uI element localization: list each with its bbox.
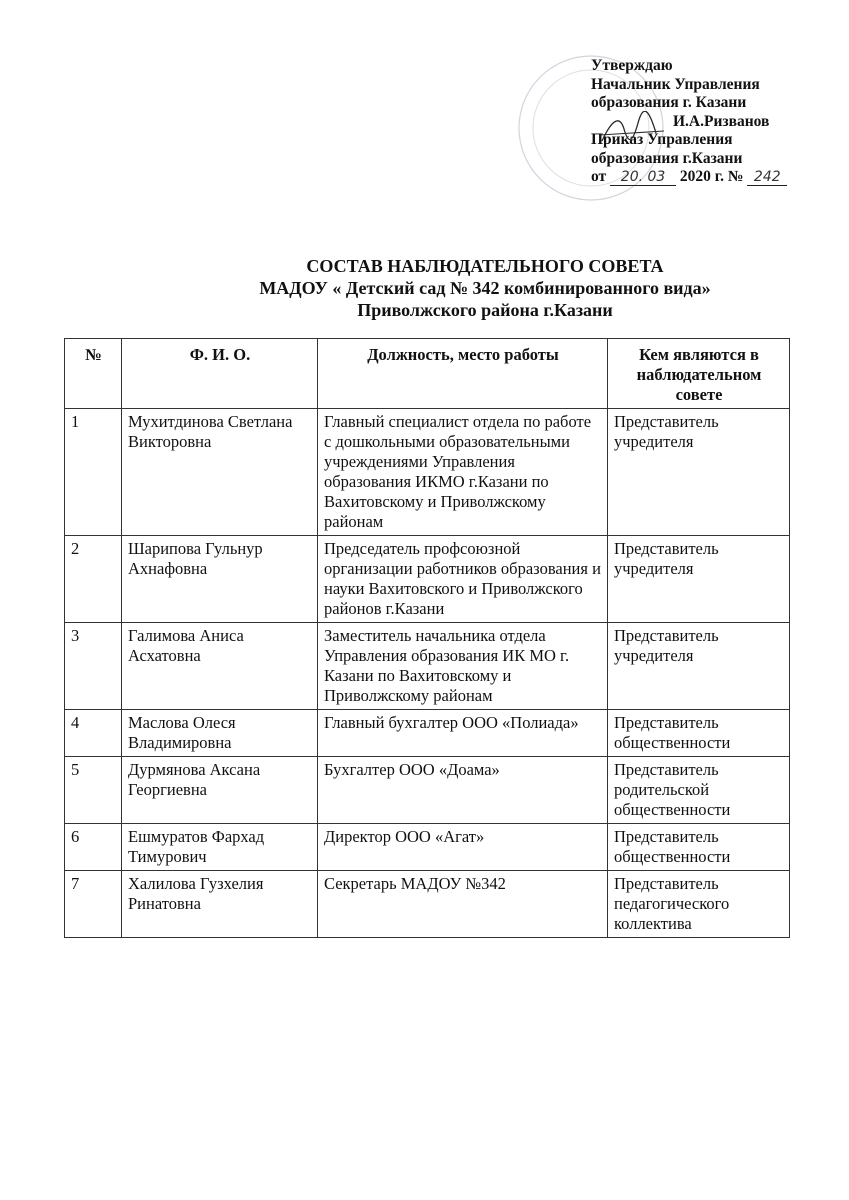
cell-number: 7 xyxy=(65,871,122,938)
approval-order-line2: образования г.Казани xyxy=(591,149,743,167)
cell-number: 2 xyxy=(65,536,122,623)
table-row xyxy=(65,757,790,824)
table-row xyxy=(65,871,790,938)
cell-name: Халилова Гузхелия Ринатовна xyxy=(122,871,318,938)
cell-position: Главный специалист отдела по работе с дошкольными образовательными учреждениями Управления образования ИКМО г.Казани по Вахитовскому и Приволжскому районам xyxy=(318,409,608,536)
cell-position: Бухгалтер ООО «Доама» xyxy=(318,757,608,824)
table-row xyxy=(65,536,790,623)
cell-position: Секретарь МАДОУ №342 xyxy=(318,871,608,938)
table-row xyxy=(65,409,790,536)
cell-name: Дурмянова Аксана Георгиевна xyxy=(122,757,318,824)
cell-number: 1 xyxy=(65,409,122,536)
date-prefix: от xyxy=(591,168,607,185)
cell-role: Представитель учредителя xyxy=(608,409,790,536)
signature-mark xyxy=(598,111,668,151)
cell-role: Представитель учредителя xyxy=(608,623,790,710)
cell-role: Представитель педагогического коллектива xyxy=(608,871,790,938)
cell-number: 4 xyxy=(65,710,122,757)
cell-name: Ешмуратов Фархад Тимурович xyxy=(122,824,318,871)
cell-name: Шарипова Гульнур Ахнафовна xyxy=(122,536,318,623)
cell-position: Главный бухгалтер ООО «Полиада» xyxy=(318,710,608,757)
cell-name: Галимова Аниса Асхатовна xyxy=(122,623,318,710)
cell-position: Председатель профсоюзной организации работников образования и науки Вахитовского и Приволжского районов г.Казани xyxy=(318,536,608,623)
approval-order-line1: Приказ Управления xyxy=(591,131,733,148)
table-row xyxy=(65,824,790,871)
cell-name: Маслова Олеся Владимировна xyxy=(122,710,318,757)
handwritten-number: 242 xyxy=(747,170,787,186)
cell-position: Директор ООО «Агат» xyxy=(318,824,608,871)
approval-date-line xyxy=(591,168,821,187)
cell-role: Представитель родительской общественности xyxy=(608,757,790,824)
title-line2: МАДОУ « Детский сад № 342 комбинированного вида» xyxy=(259,278,711,298)
approval-head-line2: образования г. Казани xyxy=(591,94,747,111)
cell-role: Представитель учредителя xyxy=(608,536,790,623)
document-title xyxy=(90,255,849,321)
council-table xyxy=(64,338,790,938)
title-line1: СОСТАВ НАБЛЮДАТЕЛЬНОГО СОВЕТА xyxy=(306,256,664,276)
table-header-row xyxy=(65,339,790,409)
handwritten-date: 20. 03 xyxy=(610,170,676,186)
approval-head-line1: Начальник Управления xyxy=(591,75,760,93)
cell-role: Представитель общественности xyxy=(608,824,790,871)
year-text: 2020 г. № xyxy=(679,168,744,185)
table-row xyxy=(65,710,790,757)
header-number: № xyxy=(65,339,122,409)
header-position: Должность, место работы xyxy=(318,339,608,409)
header-name: Ф. И. О. xyxy=(122,339,318,409)
approval-word: Утверждаю xyxy=(591,57,673,74)
header-role: Кем являются в наблюдательном совете xyxy=(608,339,790,409)
cell-name: Мухитдинова Светлана Викторовна xyxy=(122,409,318,536)
cell-position: Заместитель начальника отдела Управления образования ИК МО г. Казани по Вахитовскому и Приволжскому районам xyxy=(318,623,608,710)
table-row xyxy=(65,623,790,710)
cell-role: Представитель общественности xyxy=(608,710,790,757)
cell-number: 6 xyxy=(65,824,122,871)
cell-number: 3 xyxy=(65,623,122,710)
title-line3: Приволжского района г.Казани xyxy=(357,300,613,320)
approval-signer: И.А.Ризванов xyxy=(673,112,770,130)
cell-number: 5 xyxy=(65,757,122,824)
